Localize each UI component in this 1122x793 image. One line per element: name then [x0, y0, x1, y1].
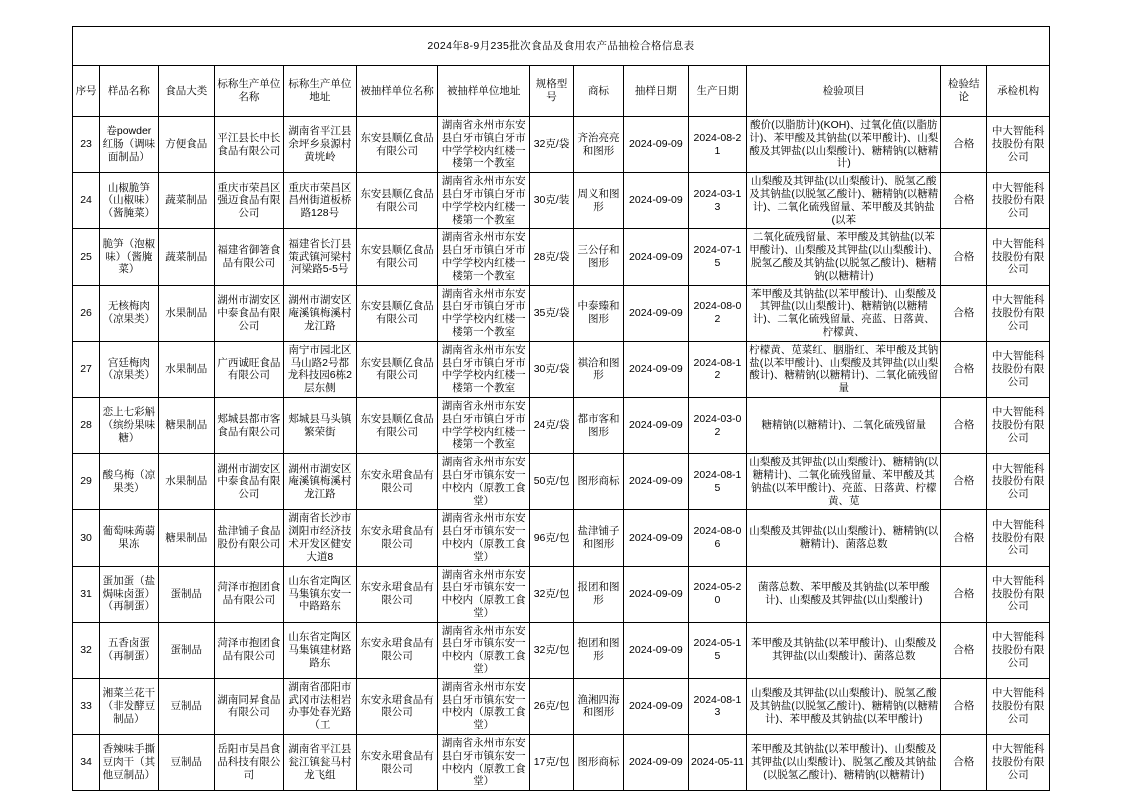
cell-category: 水果制品 [158, 341, 214, 397]
cell-sampling-date: 2024-09-09 [624, 285, 689, 341]
cell-agency: 中大智能科技股份有限公司 [987, 454, 1050, 510]
cell-producer-address: 湖南省平江县瓮江镇瓮马村龙飞组 [283, 735, 356, 791]
column-header-7: 规格型号 [530, 66, 574, 117]
cell-seq: 33 [73, 678, 100, 734]
cell-sample-name: 香辣味手撕豆肉干（其他豆制品） [100, 735, 158, 791]
table-row [73, 622, 1050, 678]
cell-sampled-address: 湖南省永州市东安县白牙市镇白牙市中学学校内红楼一楼第一个教室 [438, 229, 530, 285]
cell-sample-name: 酸乌梅（凉果类） [100, 454, 158, 510]
cell-producer-address: 重庆市荣昌区昌州街道板桥路128号 [283, 173, 356, 229]
cell-producer-address: 郏城县马头镇繁荣街 [283, 397, 356, 453]
cell-category: 豆制品 [158, 678, 214, 734]
cell-producer-name: 湖州市湖安区中泰食品有限公司 [214, 454, 283, 510]
cell-sample-name: 卷powder红肠（调味面制品） [100, 117, 158, 173]
cell-sampling-date: 2024-09-09 [624, 397, 689, 453]
cell-spec: 32克/袋 [530, 117, 574, 173]
cell-production-date: 2024-08-13 [688, 678, 746, 734]
cell-production-date: 2024-03-13 [688, 173, 746, 229]
cell-producer-address: 南宁市园北区马山路2号都龙科技园6栋2层东侧 [283, 341, 356, 397]
cell-brand: 齐治亮亮和图形 [573, 117, 623, 173]
cell-seq: 28 [73, 397, 100, 453]
cell-spec: 30克/袋 [530, 341, 574, 397]
cell-sampled-address: 湖南省永州市东安县白牙市镇白牙市中学学校内红楼一楼第一个教室 [438, 341, 530, 397]
cell-items: 糖精钠(以糖精计)、二氧化硫残留量 [747, 397, 941, 453]
cell-agency: 中大智能科技股份有限公司 [987, 285, 1050, 341]
cell-spec: 30克/装 [530, 173, 574, 229]
cell-sampling-date: 2024-09-09 [624, 678, 689, 734]
cell-brand: 图形商标 [573, 454, 623, 510]
table-row [73, 173, 1050, 229]
cell-spec: 17克/包 [530, 735, 574, 791]
cell-production-date: 2024-08-21 [688, 117, 746, 173]
cell-items: 苯甲酸及其钠盐(以苯甲酸计)、山梨酸及其钾盐(以山梨酸计)、菌落总数 [747, 622, 941, 678]
cell-brand: 祺洽和图形 [573, 341, 623, 397]
cell-producer-name: 郏城县都市客食品有限公司 [214, 397, 283, 453]
cell-agency: 中大智能科技股份有限公司 [987, 510, 1050, 566]
cell-producer-name: 湖南同昇食品有限公司 [214, 678, 283, 734]
cell-result: 合格 [941, 117, 987, 173]
cell-production-date: 2024-08-06 [688, 510, 746, 566]
cell-producer-address: 湖南省邵阳市武冈市法相岩办事处春光路（工 [283, 678, 356, 734]
table-row [73, 285, 1050, 341]
cell-agency: 中大智能科技股份有限公司 [987, 229, 1050, 285]
cell-sampling-date: 2024-09-09 [624, 173, 689, 229]
cell-sample-name: 宫廷梅肉（凉果类） [100, 341, 158, 397]
cell-producer-address: 湖州市湖安区庵溪镇梅溪村龙江路 [283, 285, 356, 341]
table-row [73, 397, 1050, 453]
cell-sampled-name: 东安县顺亿食品有限公司 [356, 341, 437, 397]
cell-sampling-date: 2024-09-09 [624, 117, 689, 173]
cell-category: 蛋制品 [158, 622, 214, 678]
cell-sampled-name: 东安县顺亿食品有限公司 [356, 397, 437, 453]
cell-category: 水果制品 [158, 454, 214, 510]
cell-result: 合格 [941, 510, 987, 566]
table-row [73, 341, 1050, 397]
cell-sample-name: 无核梅肉（凉果类） [100, 285, 158, 341]
cell-spec: 32克/包 [530, 566, 574, 622]
cell-result: 合格 [941, 622, 987, 678]
cell-producer-address: 山东省定陶区马集镇东安一中路路东 [283, 566, 356, 622]
column-header-1: 样品名称 [100, 66, 158, 117]
cell-seq: 23 [73, 117, 100, 173]
column-header-3: 标称生产单位名称 [214, 66, 283, 117]
cell-brand: 三公仔和图形 [573, 229, 623, 285]
column-header-11: 检验项目 [747, 66, 941, 117]
cell-spec: 32克/包 [530, 622, 574, 678]
cell-producer-name: 岳阳市昊昌食品科技有限公司 [214, 735, 283, 791]
table-title-row [73, 27, 1050, 66]
cell-items: 山梨酸及其钾盐(以山梨酸计)、脱氢乙酸及其钠盐(以脱氢乙酸计)、糖精钠(以糖精计)、苯甲酸及其钠盐(以苯甲酸计) [747, 678, 941, 734]
cell-sampled-name: 东安永珺食品有限公司 [356, 622, 437, 678]
cell-result: 合格 [941, 285, 987, 341]
cell-spec: 26克/包 [530, 678, 574, 734]
cell-production-date: 2024-05-11 [688, 735, 746, 791]
cell-seq: 26 [73, 285, 100, 341]
cell-brand: 都市客和图形 [573, 397, 623, 453]
cell-sampled-name: 东安永珺食品有限公司 [356, 454, 437, 510]
table-row [73, 117, 1050, 173]
cell-sample-name: 五香卤蛋（再制蛋） [100, 622, 158, 678]
table-row [73, 735, 1050, 791]
cell-category: 蔬菜制品 [158, 229, 214, 285]
cell-result: 合格 [941, 735, 987, 791]
cell-seq: 29 [73, 454, 100, 510]
table-header-row [73, 66, 1050, 117]
cell-category: 蔬菜制品 [158, 173, 214, 229]
cell-sampled-name: 东安永珺食品有限公司 [356, 510, 437, 566]
cell-sampled-name: 东安县顺亿食品有限公司 [356, 285, 437, 341]
column-header-5: 被抽样单位名称 [356, 66, 437, 117]
cell-category: 蛋制品 [158, 566, 214, 622]
cell-producer-name: 菏泽市抱团食品有限公司 [214, 566, 283, 622]
cell-producer-name: 菏泽市抱团食品有限公司 [214, 622, 283, 678]
cell-brand: 图形商标 [573, 735, 623, 791]
cell-result: 合格 [941, 229, 987, 285]
cell-sample-name: 湘菜兰花干（非发酵豆制品） [100, 678, 158, 734]
inspection-results-table [72, 26, 1050, 791]
cell-sampling-date: 2024-09-09 [624, 454, 689, 510]
column-header-4: 标称生产单位地址 [283, 66, 356, 117]
column-header-13: 承检机构 [987, 66, 1050, 117]
cell-seq: 32 [73, 622, 100, 678]
cell-result: 合格 [941, 341, 987, 397]
cell-agency: 中大智能科技股份有限公司 [987, 117, 1050, 173]
cell-sampled-address: 湖南省永州市东安县白牙市镇东安一中校内（原教工食堂） [438, 454, 530, 510]
cell-production-date: 2024-07-15 [688, 229, 746, 285]
cell-seq: 24 [73, 173, 100, 229]
cell-production-date: 2024-08-02 [688, 285, 746, 341]
cell-seq: 30 [73, 510, 100, 566]
cell-items: 山梨酸及其钾盐(以山梨酸计)、糖精钠(以糖精计)、菌落总数 [747, 510, 941, 566]
cell-sampled-address: 湖南省永州市东安县白牙市镇东安一中校内（原教工食堂） [438, 735, 530, 791]
cell-category: 豆制品 [158, 735, 214, 791]
cell-producer-address: 湖南省长沙市浏阳市经济技术开发区健安大道8 [283, 510, 356, 566]
cell-agency: 中大智能科技股份有限公司 [987, 622, 1050, 678]
column-header-0: 序号 [73, 66, 100, 117]
cell-sampling-date: 2024-09-09 [624, 566, 689, 622]
cell-sampled-address: 湖南省永州市东安县白牙市镇白牙市中学学校内红楼一楼第一个教室 [438, 173, 530, 229]
cell-category: 糖果制品 [158, 510, 214, 566]
column-header-9: 抽样日期 [624, 66, 689, 117]
cell-items: 二氧化硫残留量、苯甲酸及其钠盐(以苯甲酸计)、山梨酸及其钾盐(以山梨酸计)、脱氢乙酸及其钠盐(以脱氢乙酸计)、糖精钠(以糖精计) [747, 229, 941, 285]
cell-seq: 25 [73, 229, 100, 285]
cell-category: 糖果制品 [158, 397, 214, 453]
cell-agency: 中大智能科技股份有限公司 [987, 173, 1050, 229]
cell-sampled-address: 湖南省永州市东安县白牙市镇东安一中校内（原教工食堂） [438, 566, 530, 622]
cell-sampled-name: 东安永珺食品有限公司 [356, 566, 437, 622]
cell-sampled-address: 湖南省永州市东安县白牙市镇东安一中校内（原教工食堂） [438, 622, 530, 678]
cell-sampling-date: 2024-09-09 [624, 510, 689, 566]
cell-result: 合格 [941, 454, 987, 510]
cell-items: 菌落总数、苯甲酸及其钠盐(以苯甲酸计)、山梨酸及其钾盐(以山梨酸计) [747, 566, 941, 622]
cell-agency: 中大智能科技股份有限公司 [987, 397, 1050, 453]
cell-spec: 24克/袋 [530, 397, 574, 453]
cell-agency: 中大智能科技股份有限公司 [987, 735, 1050, 791]
cell-sampled-address: 湖南省永州市东安县白牙市镇东安一中校内（原教工食堂） [438, 510, 530, 566]
cell-agency: 中大智能科技股份有限公司 [987, 566, 1050, 622]
cell-sampling-date: 2024-09-09 [624, 622, 689, 678]
cell-result: 合格 [941, 397, 987, 453]
cell-sampling-date: 2024-09-09 [624, 735, 689, 791]
table-row [73, 566, 1050, 622]
column-header-6: 被抽样单位地址 [438, 66, 530, 117]
cell-production-date: 2024-08-12 [688, 341, 746, 397]
cell-brand: 中泰臻和图形 [573, 285, 623, 341]
cell-category: 方便食品 [158, 117, 214, 173]
cell-sampled-name: 东安永珺食品有限公司 [356, 678, 437, 734]
cell-sampled-address: 湖南省永州市东安县白牙市镇白牙市中学学校内红楼一楼第一个教室 [438, 285, 530, 341]
cell-production-date: 2024-05-15 [688, 622, 746, 678]
cell-result: 合格 [941, 566, 987, 622]
cell-spec: 96克/包 [530, 510, 574, 566]
cell-result: 合格 [941, 173, 987, 229]
cell-items: 山梨酸及其钾盐(以山梨酸计)、糖精钠(以糖精计)、二氧化硫残留量、苯甲酸及其钠盐(以苯甲酸计)、亮蓝、日落黄、柠檬黄、苋 [747, 454, 941, 510]
cell-brand: 盐津铺子和图形 [573, 510, 623, 566]
cell-seq: 27 [73, 341, 100, 397]
cell-producer-name: 广西诚旺食品有限公司 [214, 341, 283, 397]
cell-sampled-address: 湖南省永州市东安县白牙市镇白牙市中学学校内红楼一楼第一个教室 [438, 397, 530, 453]
cell-seq: 34 [73, 735, 100, 791]
table-row [73, 510, 1050, 566]
cell-producer-name: 福建省御箸食品有限公司 [214, 229, 283, 285]
column-header-8: 商标 [573, 66, 623, 117]
cell-sampled-name: 东安县顺亿食品有限公司 [356, 229, 437, 285]
cell-result: 合格 [941, 678, 987, 734]
cell-spec: 50克/包 [530, 454, 574, 510]
cell-sampled-name: 东安县顺亿食品有限公司 [356, 117, 437, 173]
cell-brand: 抱团和图形 [573, 622, 623, 678]
column-header-2: 食品大类 [158, 66, 214, 117]
cell-sample-name: 蛋加蛋（盐焗味卤蛋）（再制蛋） [100, 566, 158, 622]
cell-agency: 中大智能科技股份有限公司 [987, 678, 1050, 734]
cell-sampling-date: 2024-09-09 [624, 341, 689, 397]
cell-seq: 31 [73, 566, 100, 622]
cell-brand: 报团和图形 [573, 566, 623, 622]
table-row [73, 454, 1050, 510]
document-title: 2024年8-9月235批次食品及食用农产品抽检合格信息表 [73, 27, 1050, 66]
column-header-10: 生产日期 [688, 66, 746, 117]
cell-sampled-name: 东安永珺食品有限公司 [356, 735, 437, 791]
cell-sampling-date: 2024-09-09 [624, 229, 689, 285]
table-row [73, 229, 1050, 285]
column-header-12: 检验结论 [941, 66, 987, 117]
cell-producer-name: 平江县长中长食品有限公司 [214, 117, 283, 173]
cell-producer-name: 盐津铺子食品股份有限公司 [214, 510, 283, 566]
cell-producer-address: 山东省定陶区马集镇建材路路东 [283, 622, 356, 678]
cell-sample-name: 恋上七彩斛（缤纷果味糖） [100, 397, 158, 453]
cell-production-date: 2024-05-20 [688, 566, 746, 622]
cell-producer-name: 重庆市荣昌区强迈食品有限公司 [214, 173, 283, 229]
cell-production-date: 2024-08-15 [688, 454, 746, 510]
cell-spec: 28克/袋 [530, 229, 574, 285]
cell-items: 酸价(以脂肪计)(KOH)、过氧化值(以脂肪计)、苯甲酸及其钠盐(以苯甲酸计)、山梨酸及其钾盐(以山梨酸计)、糖精钠(以糖精计) [747, 117, 941, 173]
cell-sampled-name: 东安县顺亿食品有限公司 [356, 173, 437, 229]
cell-brand: 周义和图形 [573, 173, 623, 229]
cell-sampled-address: 湖南省永州市东安县白牙市镇东安一中校内（原教工食堂） [438, 678, 530, 734]
cell-production-date: 2024-03-02 [688, 397, 746, 453]
cell-producer-address: 福建省长汀县策武镇河梁村河梁路5-5号 [283, 229, 356, 285]
cell-producer-address: 湖州市湖安区庵溪镇梅溪村龙江路 [283, 454, 356, 510]
cell-brand: 渔湘四海和图形 [573, 678, 623, 734]
cell-category: 水果制品 [158, 285, 214, 341]
cell-items: 苯甲酸及其钠盐(以苯甲酸计)、山梨酸及其钾盐(以山梨酸计)、糖精钠(以糖精计)、二氧化硫残留量、亮蓝、日落黄、柠檬黄、 [747, 285, 941, 341]
cell-sample-name: 山椒脆笋（山椒味）（酱腌菜） [100, 173, 158, 229]
cell-sample-name: 脆笋（泡椒味）（酱腌菜） [100, 229, 158, 285]
cell-spec: 35克/袋 [530, 285, 574, 341]
cell-sample-name: 葡萄味蒟蒻果冻 [100, 510, 158, 566]
cell-producer-name: 湖州市湖安区中泰食品有限公司 [214, 285, 283, 341]
cell-items: 苯甲酸及其钠盐(以苯甲酸计)、山梨酸及其钾盐(以山梨酸计)、脱氢乙酸及其钠盐(以脱氢乙酸计)、糖精钠(以糖精计) [747, 735, 941, 791]
cell-agency: 中大智能科技股份有限公司 [987, 341, 1050, 397]
table-row [73, 678, 1050, 734]
cell-items: 柠檬黄、苋菜红、胭脂红、苯甲酸及其钠盐(以苯甲酸计)、山梨酸及其钾盐(以山梨酸计)、糖精钠(以糖精计)、二氧化硫残留量 [747, 341, 941, 397]
cell-sampled-address: 湖南省永州市东安县白牙市镇白牙市中学学校内红楼一楼第一个教室 [438, 117, 530, 173]
cell-items: 山梨酸及其钾盐(以山梨酸计)、脱氢乙酸及其钠盐(以脱氢乙酸计)、糖精钠(以糖精计)、二氧化硫残留量、苯甲酸及其钠盐(以苯 [747, 173, 941, 229]
cell-producer-address: 湖南省平江县余坪乡泉源村黄垙岭 [283, 117, 356, 173]
